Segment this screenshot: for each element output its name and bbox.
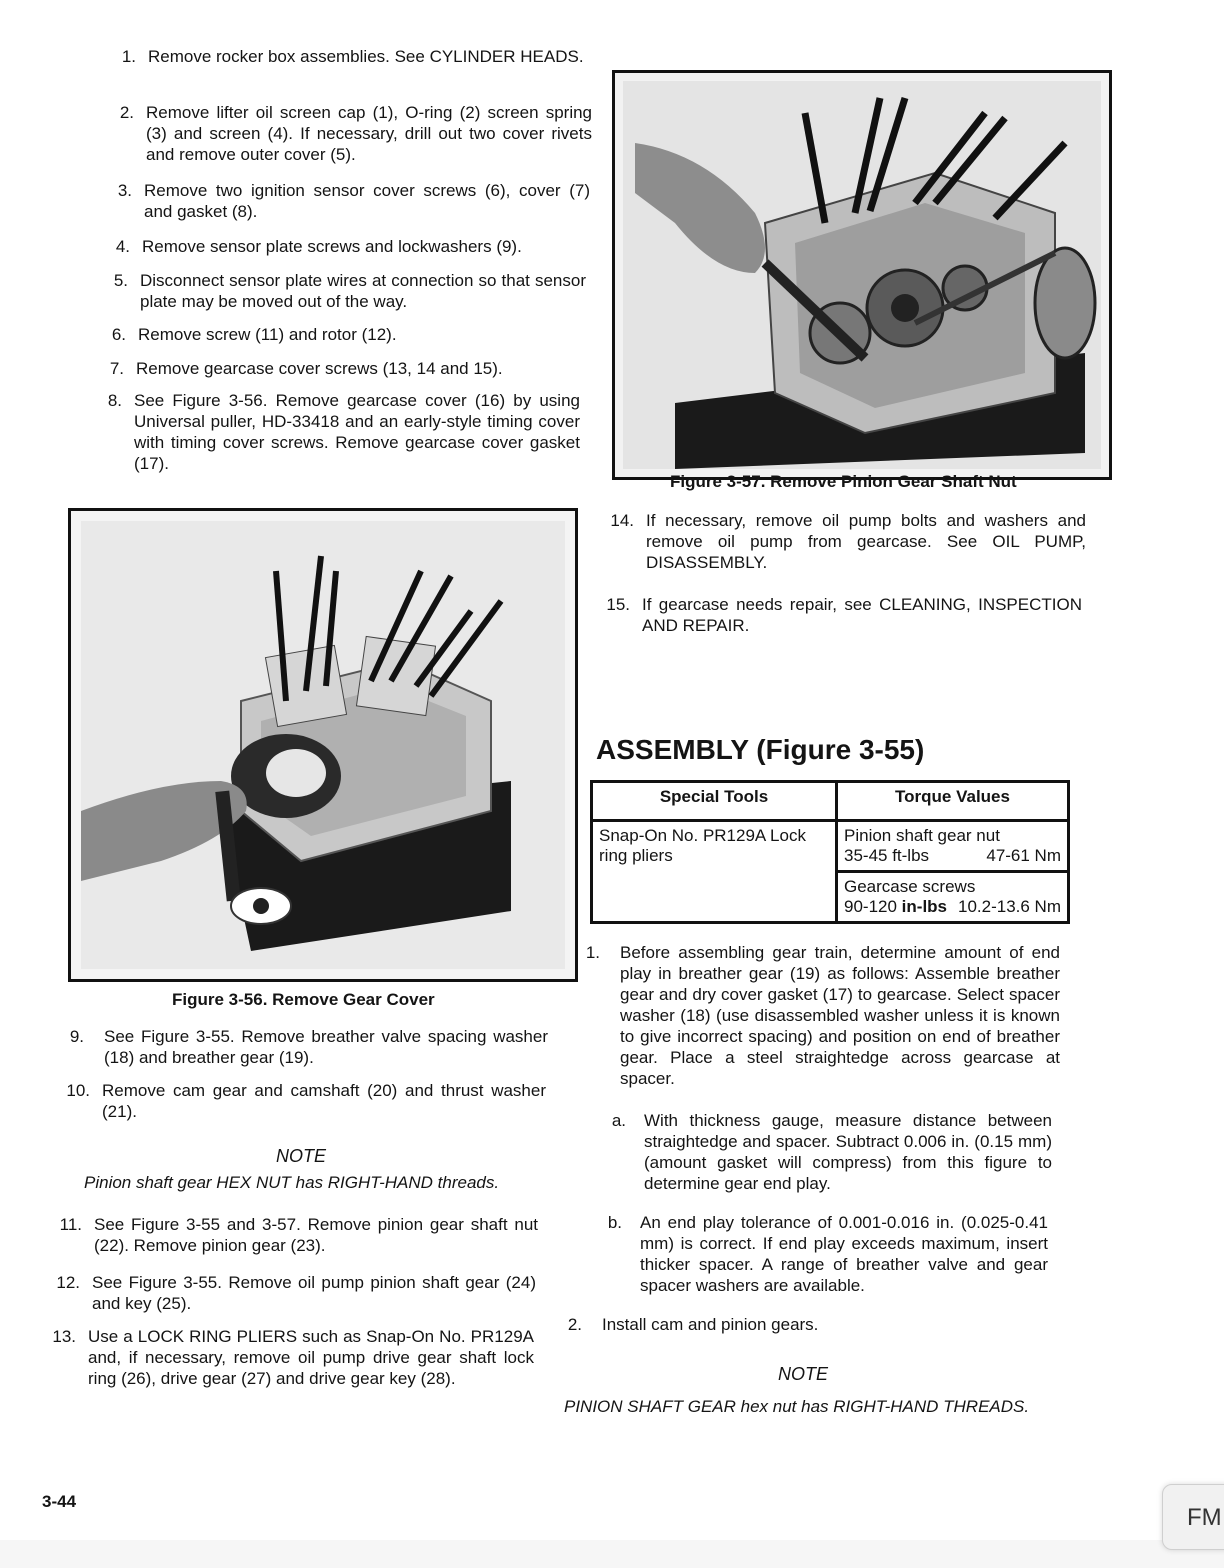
left-step-9 bbox=[56, 1026, 556, 1070]
torque-label-pinion: Pinion shaft gear nut bbox=[844, 826, 1000, 845]
bottom-shade bbox=[0, 1540, 1224, 1568]
step-number: 4. bbox=[115, 237, 130, 256]
step-text: Remove gearcase cover screws (13, 14 and 15). bbox=[136, 359, 503, 378]
figure-3-57-photo bbox=[612, 70, 1112, 480]
torque-inlbs bbox=[844, 897, 947, 917]
special-tools-torque-table bbox=[590, 780, 1070, 924]
assembly-note-heading: NOTE bbox=[778, 1364, 829, 1384]
table-header-torque-values: Torque Values bbox=[837, 782, 1069, 821]
step-number: 14. bbox=[610, 511, 634, 530]
step-text: If necessary, remove oil pump bolts and washers and remove oil pump from gearcase. See OIL PUMP, DISASSEMBLY. bbox=[646, 511, 1086, 572]
assembly-step-a bbox=[596, 1110, 1056, 1198]
left-step-11 bbox=[46, 1214, 546, 1258]
left-step-10 bbox=[54, 1080, 554, 1124]
assembly-note-text: PINION SHAFT GEAR hex nut has RIGHT-HAND THREADS. bbox=[564, 1397, 1030, 1416]
left-step-7 bbox=[88, 358, 588, 380]
step-number: 11. bbox=[59, 1215, 82, 1234]
torque-inlbs-unit: in-lbs bbox=[901, 897, 948, 916]
step-number: 5. bbox=[113, 271, 128, 290]
fm-tab[interactable]: FM bbox=[1162, 1484, 1224, 1550]
step-text: See Figure 3-55 and 3-57. Remove pinion gear shaft nut (22). Remove pinion gear (23). bbox=[94, 1215, 538, 1255]
step-number: 15. bbox=[606, 595, 630, 614]
step-text: Remove screw (11) and rotor (12). bbox=[138, 325, 397, 344]
pinion-gear-shaft-nut-illustration bbox=[615, 73, 1109, 477]
figure-3-56-photo bbox=[68, 508, 578, 982]
step-text: Remove rocker box assemblies. See CYLINDER HEADS. bbox=[148, 47, 584, 66]
left-step-12 bbox=[44, 1272, 544, 1316]
table-header-row bbox=[592, 782, 1069, 821]
step-number: 8. bbox=[107, 391, 122, 410]
step-number: 2. bbox=[567, 1315, 582, 1334]
torque-values-pinion bbox=[844, 846, 1061, 866]
left-step-8 bbox=[86, 390, 586, 478]
step-number: 3. bbox=[117, 181, 132, 200]
left-step-6 bbox=[90, 324, 590, 346]
assembly-step-b bbox=[592, 1212, 1052, 1300]
step-number: b. bbox=[607, 1213, 622, 1232]
step-text: Before assembling gear train, determine amount of end play in breather gear (19) as follows: Assemble breather gear and dry cover gasket (17) to gearcase. Select spacer washer (18) (use disassembled washer unless it is known to give incorrect spacing) and position on end of breather gear. Place a steel straightedge across gearcase at spacer. bbox=[620, 943, 1060, 1088]
step-number: 13. bbox=[52, 1327, 76, 1346]
step-text: Remove two ignition sensor cover screws (6), cover (7) and gasket (8). bbox=[144, 181, 590, 221]
step-number: 7. bbox=[109, 359, 124, 378]
torque-nm: 47-61 Nm bbox=[986, 846, 1061, 865]
table-row bbox=[592, 821, 1069, 923]
step-text: Disconnect sensor plate wires at connection so that sensor plate may be moved out of the way. bbox=[140, 271, 586, 311]
figure-3-57-caption: Figure 3-57. Remove Pinion Gear Shaft Nut bbox=[670, 472, 1017, 491]
step-text: An end play tolerance of 0.001-0.016 in. (0.025-0.41 mm) is correct. If end play exceeds maximum, insert thicker spacer. A range of breather valve and gear spacer washers are available. bbox=[640, 1213, 1048, 1295]
step-text: See Figure 3-55. Remove breather valve spacing washer (18) and breather gear (19). bbox=[104, 1027, 548, 1067]
step-number: 1. bbox=[585, 943, 600, 962]
step-text: With thickness gauge, measure distance between straightedge and spacer. Subtract 0.006 in. (0.15 mm) (amount gasket will compress) from this figure to determine gear end play. bbox=[644, 1111, 1052, 1193]
step-text: If gearcase needs repair, see CLEANING, INSPECTION AND REPAIR. bbox=[642, 595, 1082, 635]
step-number: 9. bbox=[69, 1027, 84, 1046]
assembly-step-1 bbox=[572, 942, 1062, 1096]
special-tool-cell: Snap-On No. PR129A Lock ring pliers bbox=[592, 821, 837, 923]
step-text: See Figure 3-56. Remove gearcase cover (16) by using Universal puller, HD-33418 and an early-style timing cover with timing cover screws. Remove gearcase cover gasket (17). bbox=[134, 391, 580, 473]
step-text: See Figure 3-55. Remove oil pump pinion shaft gear (24) and key (25). bbox=[92, 1273, 536, 1313]
engine-gear-cover-illustration bbox=[71, 511, 575, 979]
step-text: Remove cam gear and camshaft (20) and thrust washer (21). bbox=[102, 1081, 546, 1121]
left-step-3 bbox=[96, 180, 596, 224]
left-step-5 bbox=[92, 270, 592, 314]
table-header-special-tools: Special Tools bbox=[592, 782, 837, 821]
right-step-15 bbox=[594, 594, 1084, 638]
torque-values-gearcase bbox=[844, 897, 1061, 917]
step-number: 2. bbox=[119, 103, 134, 122]
step-text: Install cam and pinion gears. bbox=[602, 1315, 819, 1334]
assembly-step-2 bbox=[554, 1314, 1044, 1336]
torque-ftlbs: 35-45 ft-lbs bbox=[844, 846, 930, 865]
step-text: Remove sensor plate screws and lockwashers (9). bbox=[142, 237, 522, 256]
step-number: 12. bbox=[56, 1273, 80, 1292]
step-text: Remove lifter oil screen cap (1), O-ring (2) screen spring (3) and screen (4). If necessary, drill out two cover rivets and remove outer cover (5). bbox=[146, 103, 592, 164]
torque-label-gearcase: Gearcase screws bbox=[844, 877, 976, 896]
right-step-14 bbox=[598, 510, 1088, 576]
left-step-4 bbox=[94, 236, 594, 258]
page-number: 3-44 bbox=[42, 1492, 77, 1511]
figure-3-56-caption: Figure 3-56. Remove Gear Cover bbox=[172, 990, 435, 1009]
left-step-13 bbox=[40, 1326, 540, 1414]
torque-values-cell bbox=[837, 821, 1069, 923]
step-number: 6. bbox=[111, 325, 126, 344]
step-number: 10. bbox=[66, 1081, 90, 1100]
left-step-2 bbox=[98, 102, 598, 168]
note-heading: NOTE bbox=[276, 1146, 327, 1166]
note-text: Pinion shaft gear HEX NUT has RIGHT-HAND threads. bbox=[84, 1173, 500, 1192]
assembly-heading: ASSEMBLY (Figure 3-55) bbox=[596, 734, 925, 765]
left-step-1 bbox=[100, 46, 600, 90]
torque-inlbs-value: 90-120 bbox=[844, 897, 902, 916]
step-number: 1. bbox=[121, 47, 136, 66]
torque-nm: 10.2-13.6 Nm bbox=[958, 897, 1061, 916]
step-text: Use a LOCK RING PLIERS such as Snap-On No. PR129A and, if necessary, remove oil pump drive gear shaft lock ring (26), drive gear (27) and drive gear key (28). bbox=[88, 1327, 534, 1388]
step-number: a. bbox=[611, 1111, 626, 1130]
